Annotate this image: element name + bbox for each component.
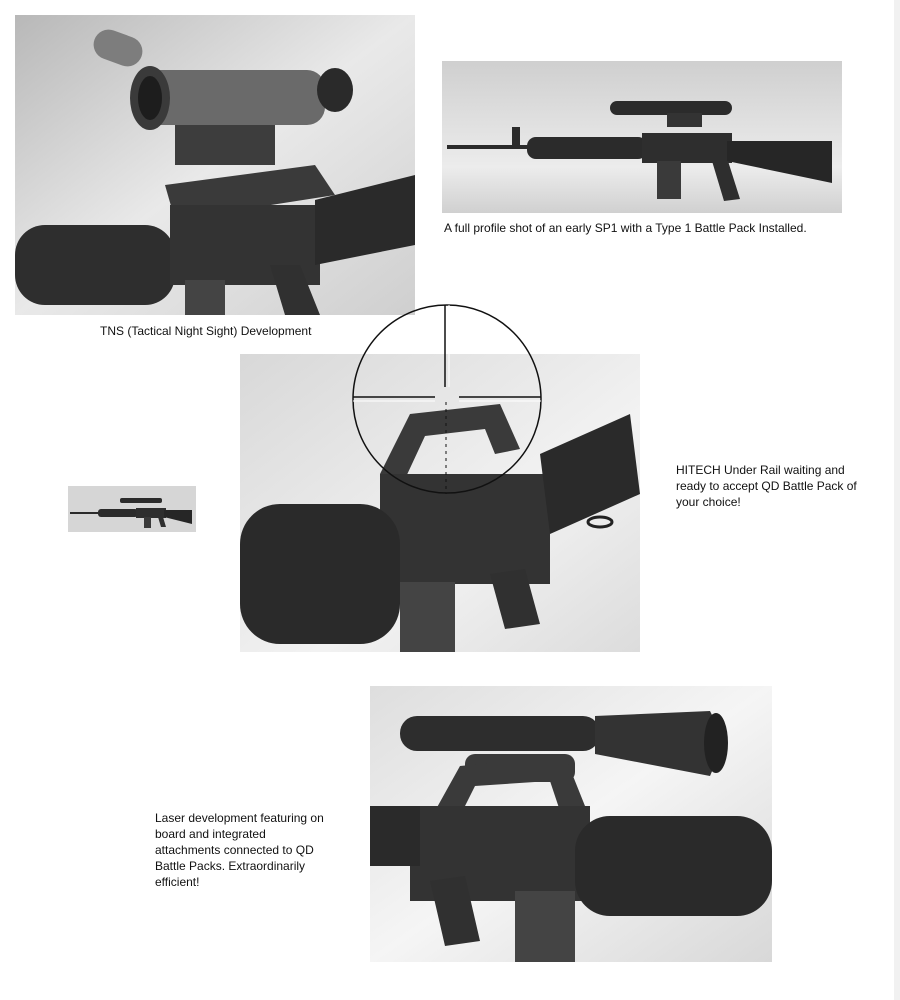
laser-rifle-photo [370, 686, 772, 962]
hitech-caption: HITECH Under Rail waiting and ready to accept QD Battle Pack of your choice! [676, 463, 857, 509]
thumbnail-rifle-photo[interactable] [68, 486, 196, 532]
sp1-rifle-image [442, 61, 842, 213]
laser-rifle-image [370, 686, 772, 962]
crosshair-reticle-icon [350, 302, 544, 496]
sp1-caption: A full profile shot of an early SP1 with a Type 1 Battle Pack Installed. [444, 221, 807, 235]
tns-rifle-image [15, 15, 415, 315]
tns-caption: TNS (Tactical Night Sight) Development [100, 324, 312, 338]
sp1-profile-photo [442, 61, 842, 213]
page-right-edge [894, 0, 900, 1000]
laser-caption: Laser development featuring on board and integrated attachments connected to QD Battle Packs. Extraordinarily efficient! [155, 811, 324, 889]
tns-rifle-photo [15, 15, 415, 315]
thumbnail-rifle-image [68, 486, 196, 532]
